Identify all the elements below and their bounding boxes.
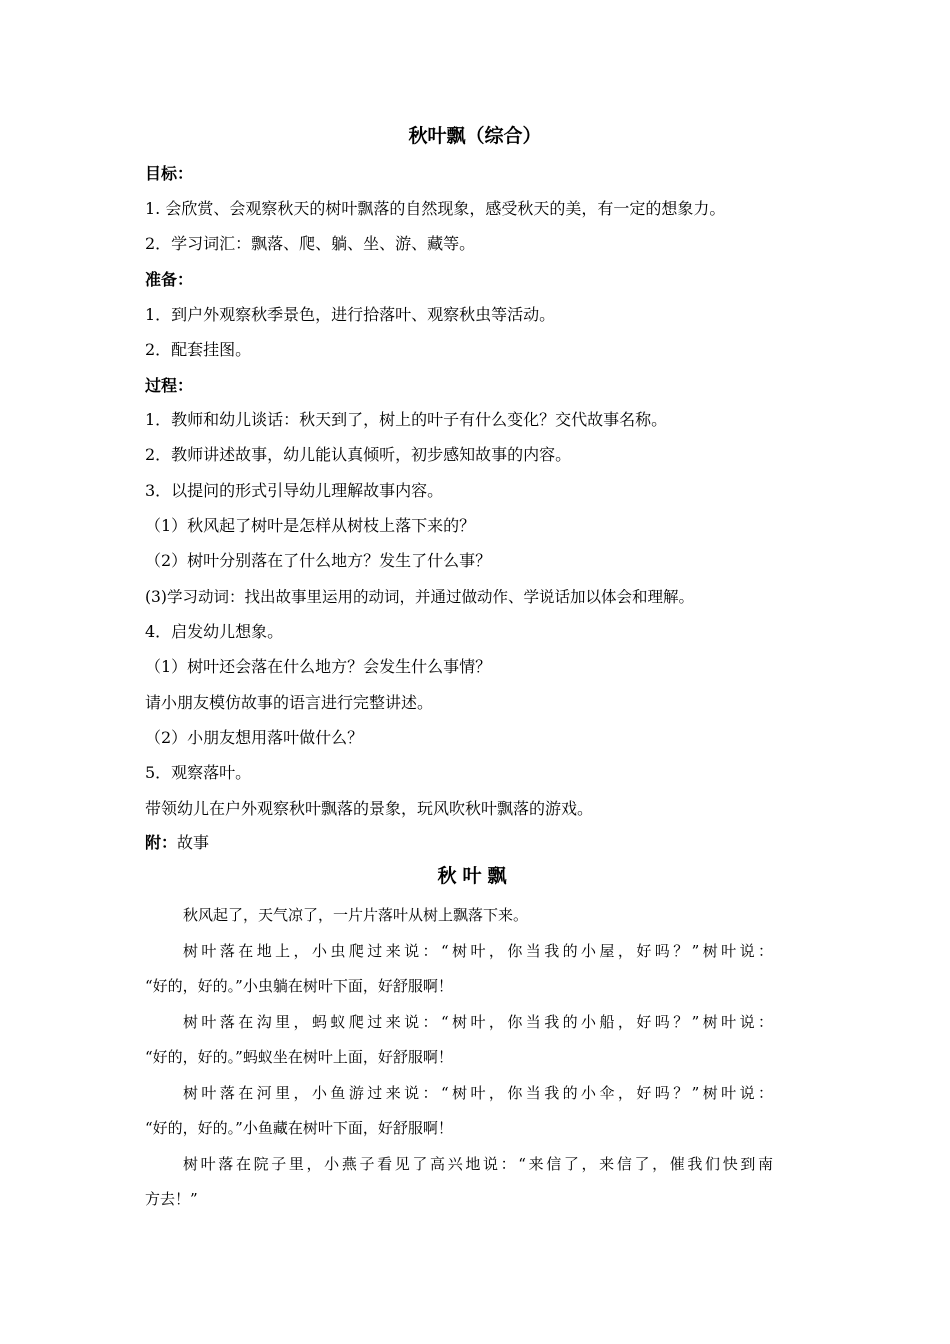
story-line: 树叶落在地上，小虫爬过来说：“树叶，你当我的小屋，好吗？”树叶说： [183, 942, 773, 960]
process-item: （2）小朋友想用落叶做什么？ [145, 728, 364, 747]
process-item: （1）树叶还会落在什么地方？会发生什么事情？ [145, 657, 492, 676]
process-item: 5．观察落叶。 [145, 763, 252, 782]
appendix-label: 附： [145, 833, 178, 852]
story-line: “好的，好的。”蚂蚁坐在树叶上面，好舒服啊！ [145, 1048, 453, 1066]
process-item: 3．以提问的形式引导幼儿理解故事内容。 [145, 481, 444, 500]
story-line: “好的，好的。”小虫躺在树叶下面，好舒服啊！ [145, 977, 453, 995]
story-line: 树叶落在沟里，蚂蚁爬过来说：“树叶，你当我的小船，好吗？”树叶说： [183, 1013, 773, 1031]
story-title: 秋叶飘 [437, 865, 513, 887]
process-item: (3)学习动词：找出故事里运用的动词，并通过做动作、学说话加以体会和理解。 [145, 588, 694, 606]
appendix-line [145, 831, 825, 855]
story-line: “好的，好的。”小鱼藏在树叶下面，好舒服啊！ [145, 1119, 453, 1137]
appendix-text: 故事 [177, 833, 210, 852]
story-line: 树叶落在河里，小鱼游过来说：“树叶，你当我的小伞，好吗？”树叶说： [183, 1084, 773, 1102]
prep-item: 2．配套挂图。 [145, 340, 252, 359]
goal-item: 2．学习词汇：飘落、爬、躺、坐、游、藏等。 [145, 234, 476, 253]
process-item: 带领幼儿在户外观察秋叶飘落的景象，玩风吹秋叶飘落的游戏。 [145, 799, 594, 818]
process-item: 4．启发幼儿想象。 [145, 622, 284, 641]
process-item: 2．教师讲述故事，幼儿能认真倾听，初步感知故事的内容。 [145, 445, 572, 464]
goal-heading: 目标： [145, 164, 194, 183]
process-item: （1）秋风起了树叶是怎样从树枝上落下来的？ [145, 516, 476, 535]
story-line: 秋风起了，天气凉了，一片片落叶从树上飘落下来。 [183, 906, 529, 924]
story-line: 树叶落在院子里，小燕子看见了高兴地说：“来信了，来信了，催我们快到南 [183, 1155, 773, 1173]
process-item: 请小朋友模仿故事的语言进行完整讲述。 [145, 693, 434, 712]
prep-item: 1．到户外观察秋季景色，进行拾落叶、观察秋虫等活动。 [145, 305, 556, 324]
process-item: 1．教师和幼儿谈话：秋天到了，树上的叶子有什么变化？交代故事名称。 [145, 410, 668, 429]
document-title: 秋叶飘（综合） [408, 125, 542, 147]
process-item: （2）树叶分别落在了什么地方？发生了什么事？ [145, 551, 492, 570]
story-line: 方去！” [145, 1190, 198, 1208]
goal-item: 1. 会欣赏、会观察秋天的树叶飘落的自然现象，感受秋天的美，有一定的想象力。 [145, 199, 726, 218]
prep-heading: 准备： [145, 270, 194, 289]
process-heading: 过程： [145, 376, 194, 395]
